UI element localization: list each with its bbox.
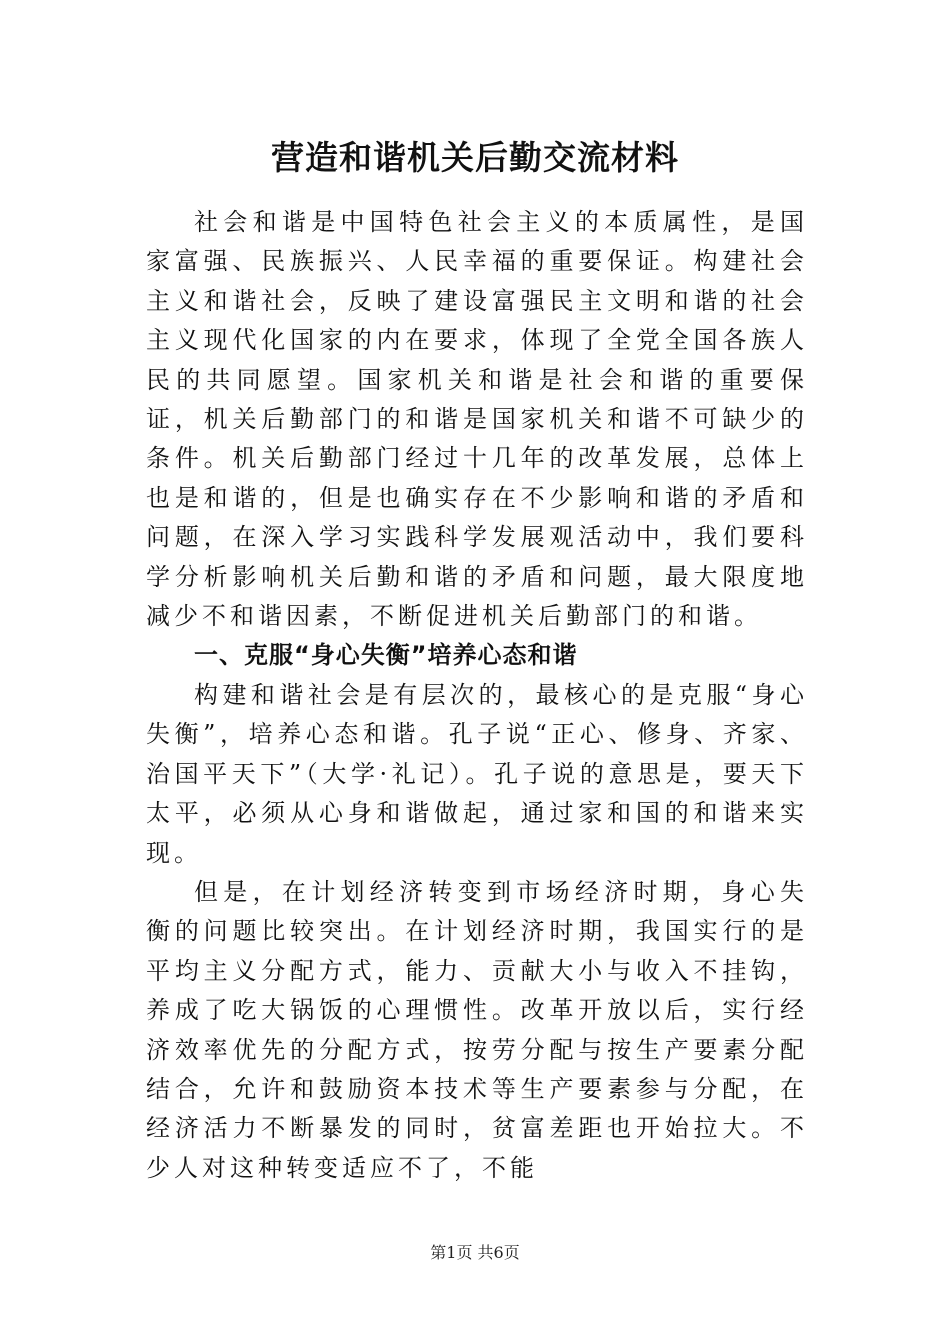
section-heading-1: 一、克服“身心失衡”培养心态和谐: [194, 641, 578, 670]
document-title: 营造和谐机关后勤交流材料: [271, 138, 679, 177]
paragraph-intro: 社会和谐是中国特色社会主义的本质属性，是国家富强、民族振兴、人民幸福的重要保证。构建社会主义和谐社会，反映了建设富强民主文明和谐的社会主义现代化国家的内在要求，体现了全党全国各族人民的共同愿望。国家机关和谐是社会和谐的重要保证，机关后勤部门的和谐是国家机关和谐不可缺少的条件。机关后勤部门经过十几年的改革发展，总体上也是和谐的，但是也确实存在不少影响和谐的矛盾和问题，在深入学习实践科学发展观活动中，我们要科学分析影响机关后勤和谐的矛盾和问题，最大限度地减少不和谐因素，不断促进机关后勤部门的和谐。: [146, 208, 808, 631]
paragraph-section-1-b: 但是，在计划经济转变到市场经济时期，身心失衡的问题比较突出。在计划经济时期，我国实行的是平均主义分配方式，能力、贡献大小与收入不挂钩，养成了吃大锅饭的心理惯性。改革开放以后，实行经济效率优先的分配方式，按劳分配与按生产要素分配结合，允许和鼓励资本技术等生产要素参与分配，在经济活力不断暴发的同时，贫富差距也开始拉大。不少人对这种转变适应不了，不能: [146, 877, 808, 1182]
document-body: [146, 203, 808, 1188]
paragraph-section-1-a: 构建和谐社会是有层次的，最核心的是克服“身心失衡”，培养心态和谐。孔子说“正心、修身、齐家、治国平天下”（大学·礼记）。孔子说的意思是，要天下太平，必须从心身和谐做起，通过家和国的和谐来实现。: [146, 680, 808, 867]
page-footer: 第1页 共6页: [430, 1243, 520, 1262]
